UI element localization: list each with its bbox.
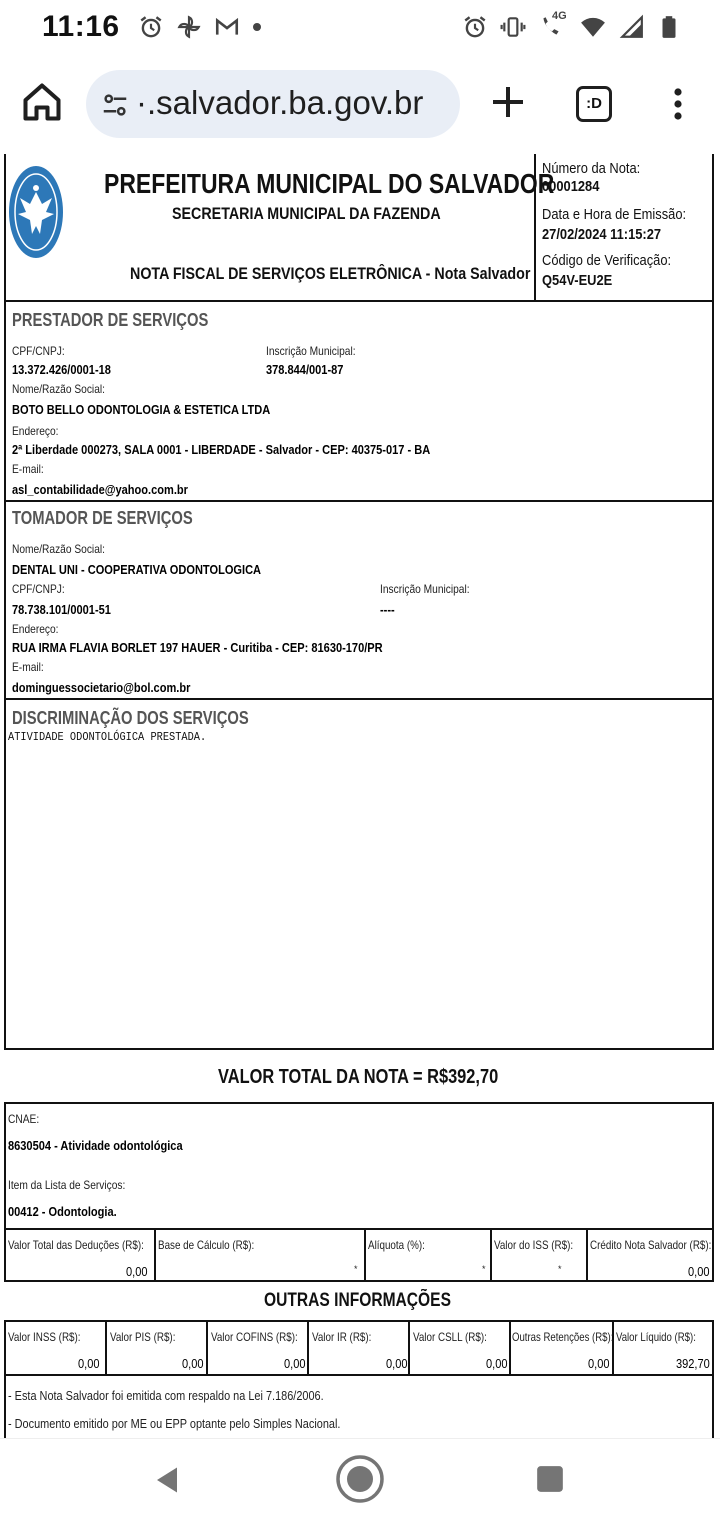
status-bar: [0, 0, 720, 56]
cnae-label: CNAE:: [8, 1112, 40, 1126]
tax-value-credito: 0,00: [688, 1264, 710, 1279]
outras-label-csll: Valor CSLL (R$):: [413, 1330, 487, 1344]
home-nav-icon[interactable]: [334, 1453, 386, 1505]
outras-value-cofins: 0,00: [284, 1356, 306, 1371]
tax-label-base: Base de Cálculo (R$):: [158, 1238, 255, 1252]
tomador-im-value: ----: [380, 602, 395, 617]
recents-icon[interactable]: [536, 1465, 564, 1493]
signal-icon: [618, 14, 644, 40]
tax-value-base: *: [354, 1264, 358, 1274]
browser-toolbar: [0, 56, 720, 152]
valor-total-nota: VALOR TOTAL DA NOTA = R$392,70: [218, 1066, 499, 1088]
outras-value-liquido: 392,70: [676, 1356, 710, 1371]
tomador-nome-value: DENTAL UNI - COOPERATIVA ODONTOLOGICA: [12, 562, 262, 577]
cnae-section: [4, 1102, 714, 1282]
prestador-email-label: E-mail:: [12, 462, 44, 476]
data-emissao-value: 27/02/2024 11:15:27: [542, 226, 662, 243]
numero-value: 00001284: [542, 178, 600, 195]
tax-label-iss: Valor do ISS (R$):: [494, 1238, 574, 1252]
prestador-cpf-value: 13.372.426/0001-18: [12, 362, 111, 377]
prestador-cpf-label: CPF/CNPJ:: [12, 344, 65, 358]
org-title: PREFEITURA MUNICIPAL DO SALVADOR: [104, 168, 555, 199]
outras-row-bottom-line: [4, 1374, 714, 1376]
tax-row-top-line: [4, 1228, 714, 1230]
note-lei: - Esta Nota Salvador foi emitida com respaldo na Lei 7.186/2006.: [8, 1388, 324, 1403]
wifi-calling-icon: [538, 10, 568, 40]
tomador-cpf-label: CPF/CNPJ:: [12, 582, 65, 596]
outras-label-ir: Valor IR (R$):: [312, 1330, 372, 1344]
vibrate-icon: [500, 14, 526, 40]
home-icon[interactable]: [20, 80, 64, 124]
codigo-verificacao-value: Q54V-EU2E: [542, 272, 613, 289]
data-emissao-label: Data e Hora de Emissão:: [542, 206, 687, 223]
outras-informacoes-title: OUTRAS INFORMAÇÕES: [264, 1290, 451, 1311]
data-label-wrap: [542, 206, 710, 224]
address-bar[interactable]: [86, 70, 460, 138]
prestador-im-label: Inscrição Municipal:: [266, 344, 356, 358]
tomador-section: [4, 500, 714, 700]
doc-title-wrap: [130, 264, 607, 284]
outras-divider: [105, 1320, 107, 1374]
tax-divider: [586, 1228, 588, 1282]
codigo-verificacao-label: Código de Verificação:: [542, 252, 672, 269]
url-text[interactable]: ·.salvador.ba.gov.br: [136, 84, 424, 121]
tomador-im-label: Inscrição Municipal:: [380, 582, 470, 596]
prestador-im-value: 378.844/001-87: [266, 362, 344, 377]
cnae-value: 8630504 - Atividade odontológica: [8, 1138, 183, 1153]
org-subtitle: SECRETARIA MUNICIPAL DA FAZENDA: [172, 204, 441, 223]
status-time: 11:16: [42, 10, 120, 43]
discriminacao-section: [4, 698, 714, 1050]
battery-icon: [656, 14, 682, 40]
wifi-icon: [580, 14, 606, 40]
overflow-menu-icon[interactable]: [660, 84, 696, 124]
outras-value-inss: 0,00: [78, 1356, 100, 1371]
site-settings-icon[interactable]: [100, 90, 130, 120]
outras-label-inss: Valor INSS (R$):: [8, 1330, 81, 1344]
prestador-endereco-label: Endereço:: [12, 424, 59, 438]
item-lista-value: 00412 - Odontologia.: [8, 1204, 117, 1219]
doc-title: NOTA FISCAL DE SERVIÇOS ELETRÔNICA - Nota Salvador: [130, 264, 531, 283]
new-tab-icon[interactable]: [488, 80, 528, 124]
outras-label-retencoes: Outras Retenções (R$):: [512, 1330, 614, 1344]
tax-label-aliquota: Alíquota (%):: [368, 1238, 425, 1252]
tax-label-deducoes: Valor Total das Deduções (R$):: [8, 1238, 144, 1252]
codigo-value-wrap: [542, 272, 624, 290]
tax-value-aliquota: *: [482, 1264, 486, 1274]
prestador-nome-label: Nome/Razão Social:: [12, 382, 105, 396]
item-lista-label: Item da Lista de Serviços:: [8, 1178, 126, 1192]
tax-divider: [364, 1228, 366, 1282]
data-value-wrap: [542, 226, 680, 244]
tomador-email-value: dominguessocietario@bol.com.br: [12, 680, 191, 695]
system-navigation-bar: [0, 1438, 720, 1520]
tax-divider: [490, 1228, 492, 1282]
dot-icon: [252, 22, 262, 32]
tomador-title: TOMADOR DE SERVIÇOS: [12, 508, 193, 528]
tab-switcher-button[interactable]: :D: [576, 86, 612, 122]
numero-wrap: [542, 160, 656, 178]
prestador-nome-value: BOTO BELLO ODONTOLOGIA & ESTETICA LTDA: [12, 402, 271, 417]
alarm-icon: [462, 14, 488, 40]
tax-divider: [154, 1228, 156, 1282]
tomador-endereco-label: Endereço:: [12, 622, 59, 636]
numero-label: Número da Nota:: [542, 160, 641, 177]
outras-label-pis: Valor PIS (R$):: [110, 1330, 176, 1344]
tax-label-credito: Crédito Nota Salvador (R$):: [590, 1238, 712, 1252]
note-simples: - Documento emitido por ME ou EPP optante pelo Simples Nacional.: [8, 1416, 341, 1431]
prestador-email-value: asl_contabilidade@yahoo.com.br: [12, 482, 188, 497]
invoice-document: [0, 152, 720, 1438]
tomador-email-label: E-mail:: [12, 660, 44, 674]
tomador-nome-label: Nome/Razão Social:: [12, 542, 105, 556]
salvador-coat-of-arms-logo: [8, 164, 64, 260]
discriminacao-title: DISCRIMINAÇÃO DOS SERVIÇOS: [12, 708, 249, 728]
prestador-endereco-value: 2ª Liberdade 000273, SALA 0001 - LIBERDADE - Salvador - CEP: 40375-017 - BA: [12, 442, 431, 457]
org-subtitle-wrap: [172, 204, 492, 224]
outras-label-cofins: Valor COFINS (R$):: [211, 1330, 298, 1344]
outras-value-pis: 0,00: [182, 1356, 204, 1371]
outras-value-retencoes: 0,00: [588, 1356, 610, 1371]
tomador-cpf-value: 78.738.101/0001-51: [12, 602, 111, 617]
gmail-icon: [214, 14, 240, 40]
tomador-endereco-value: RUA IRMA FLAVIA BORLET 197 HAUER - Curitiba - CEP: 81630-170/PR: [12, 640, 383, 655]
back-icon[interactable]: [152, 1465, 182, 1495]
discriminacao-text: ATIVIDADE ODONTOLÓGICA PRESTADA.: [8, 730, 207, 744]
outras-value-csll: 0,00: [486, 1356, 508, 1371]
tax-value-deducoes: 0,00: [126, 1264, 148, 1279]
outras-label-liquido: Valor Líquido (R$):: [616, 1330, 696, 1344]
network-label: 4G: [552, 10, 567, 22]
pinwheel-icon: [176, 14, 202, 40]
tax-value-iss: *: [558, 1264, 562, 1274]
outras-value-ir: 0,00: [386, 1356, 408, 1371]
prestador-title: PRESTADOR DE SERVIÇOS: [12, 310, 209, 330]
codigo-label-wrap: [542, 252, 692, 270]
alarm-icon: [138, 14, 164, 40]
numero-value-wrap: [542, 178, 609, 196]
